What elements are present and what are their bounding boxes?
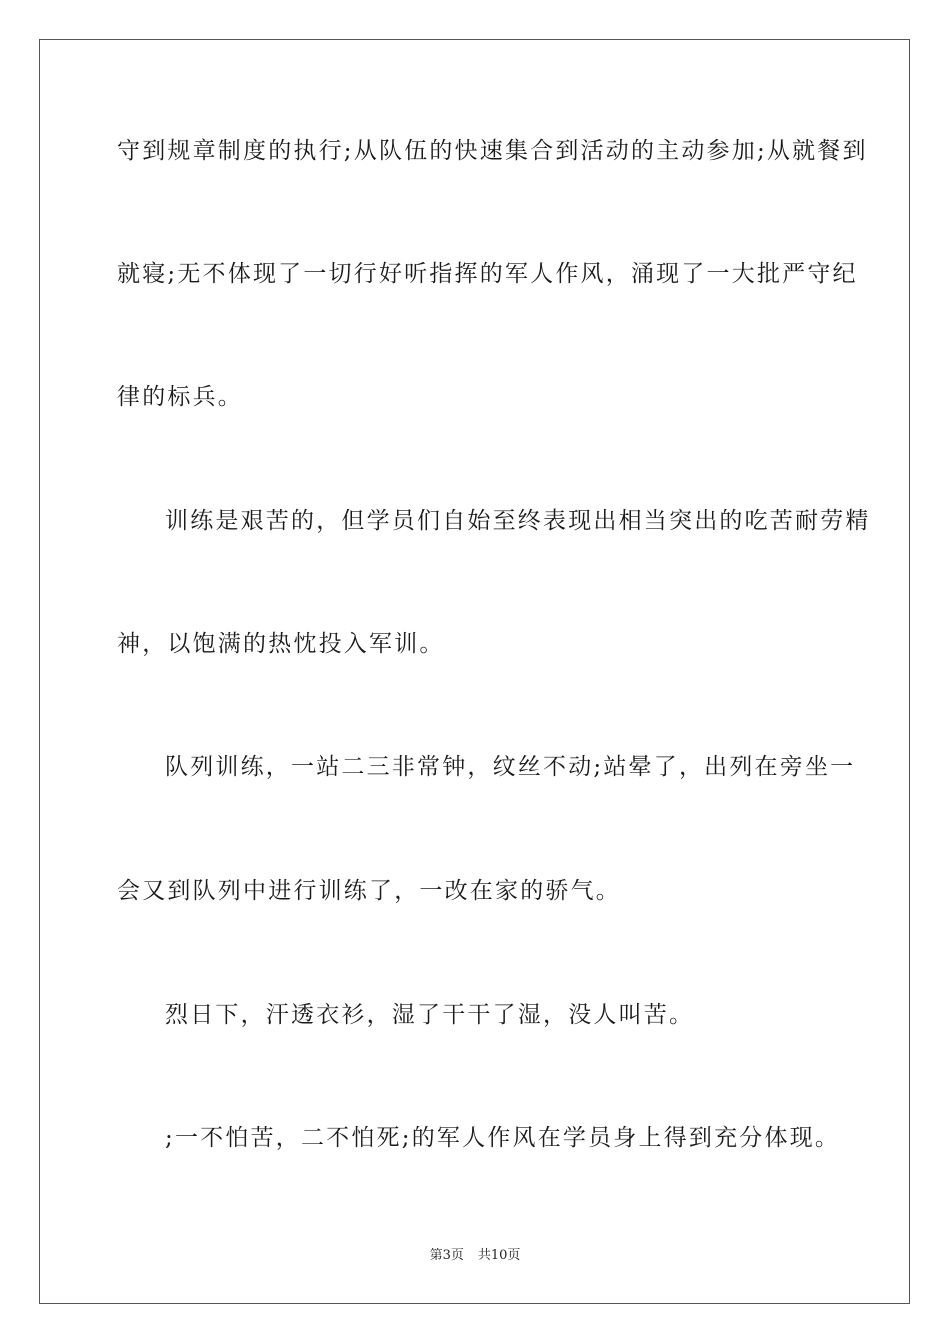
text-line-8: 烈日下，汗透衣衫，湿了干干了湿，没人叫苦。 bbox=[165, 1002, 695, 1028]
text-line-1: 守到规章制度的执行;从队伍的快速集合到活动的主动参加;从就餐到 bbox=[117, 138, 868, 164]
page-total: 共10页 bbox=[477, 1248, 521, 1263]
page-number: 第3页 bbox=[429, 1248, 464, 1263]
text-line-6: 队列训练，一站二三非常钟，纹丝不动;站晕了，出列在旁坐一 bbox=[165, 754, 856, 780]
text-line-4: 训练是艰苦的，但学员们自始至终表现出相当突出的吃苦耐劳精 bbox=[165, 508, 871, 534]
text-line-9: ;一不怕苦，二不怕死;的军人作风在学员身上得到充分体现。 bbox=[165, 1125, 841, 1151]
page-footer bbox=[0, 1248, 950, 1264]
text-line-5: 神，以饱满的热忱投入军训。 bbox=[117, 631, 445, 657]
text-line-3: 律的标兵。 bbox=[117, 384, 243, 410]
text-line-7: 会又到队列中进行训练了，一改在家的骄气。 bbox=[117, 878, 621, 904]
page-border bbox=[39, 39, 910, 1304]
text-line-2: 就寝;无不体现了一切行好听指挥的军人作风，涌现了一大批严守纪 bbox=[117, 261, 858, 287]
